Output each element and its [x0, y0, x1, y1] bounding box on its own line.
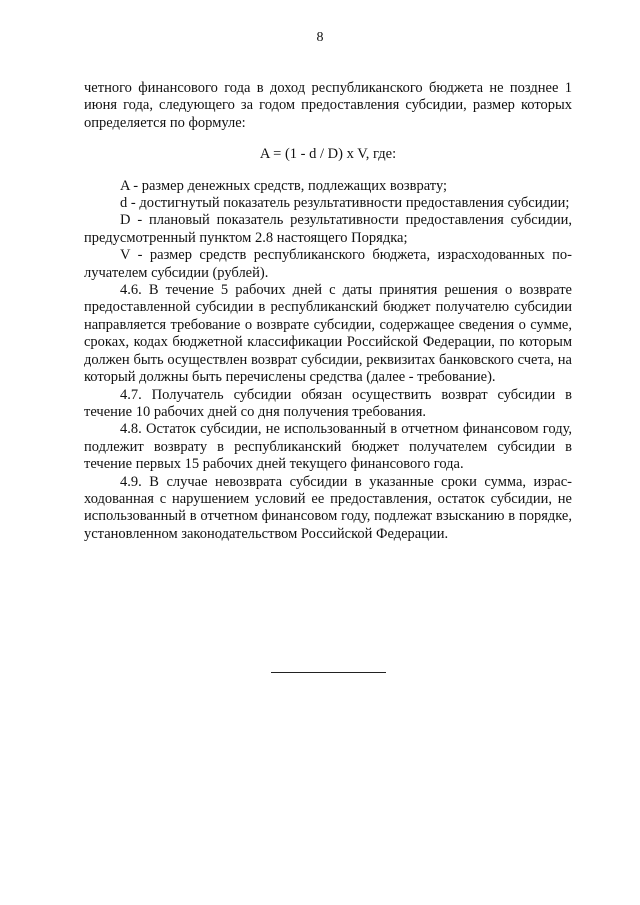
clause-4-9: 4.9. В случае невозврата субсидии в указанные сроки сумма, израсходованная с нарушением условий ее предоставления, остаток субсидии, не использованный в отчетном финансовом году, подлежат взысканию в порядке, установленном законодательством Российской Федерации.	[84, 473, 572, 542]
page-number: 8	[316, 30, 324, 45]
document-body	[84, 80, 572, 543]
clause-4-8: 4.8. Остаток субсидии, не использованный в отчетном финансовом году, подлежит возврату в республиканский бюджет получателем субсидии в течение первых 15 рабочих дней текущего финансового года.	[84, 421, 572, 473]
clause-4-6: 4.6. В течение 5 рабочих дней с даты принятия решения о возврате предоставленной субсидии в республиканский бюджет получателю субсидии направляется требование о возврате субсидии, содержащее сведения о сумме, сроках, кодах бюджетной классификации Российской Федерации, по которым должен быть осуществлен возврат субсидии, реквизитах банковского счета, на который должны быть перечислены средства (далее - требование).	[84, 282, 572, 386]
clause-4-7: 4.7. Получатель субсидии обязан осуществить возврат субсидии в течение 10 рабочих дней со дня получения требования.	[84, 386, 572, 420]
definition-v: V - размер средств республиканского бюджета, израсходованных получателем субсидии (рублей).	[84, 247, 572, 281]
definition-a: A - размер денежных средств, подлежащих возврату;	[120, 177, 448, 194]
refund-formula: A = (1 - d / D) x V, где:	[259, 146, 397, 163]
intro-paragraph: четного финансового года в доход республиканского бюджета не позднее 1 июня года, следующего за годом предоставления субсидии, размер которых определяется по формуле:	[84, 80, 572, 131]
definition-d-planned: D - плановый показатель результативности предоставления субсидии, предусмотренный пунктом 2.8 настоящего Порядка;	[84, 212, 572, 246]
end-of-document-rule	[271, 672, 386, 673]
definition-d-achieved: d - достигнутый показатель результативности предоставления субсидии;	[120, 195, 570, 212]
